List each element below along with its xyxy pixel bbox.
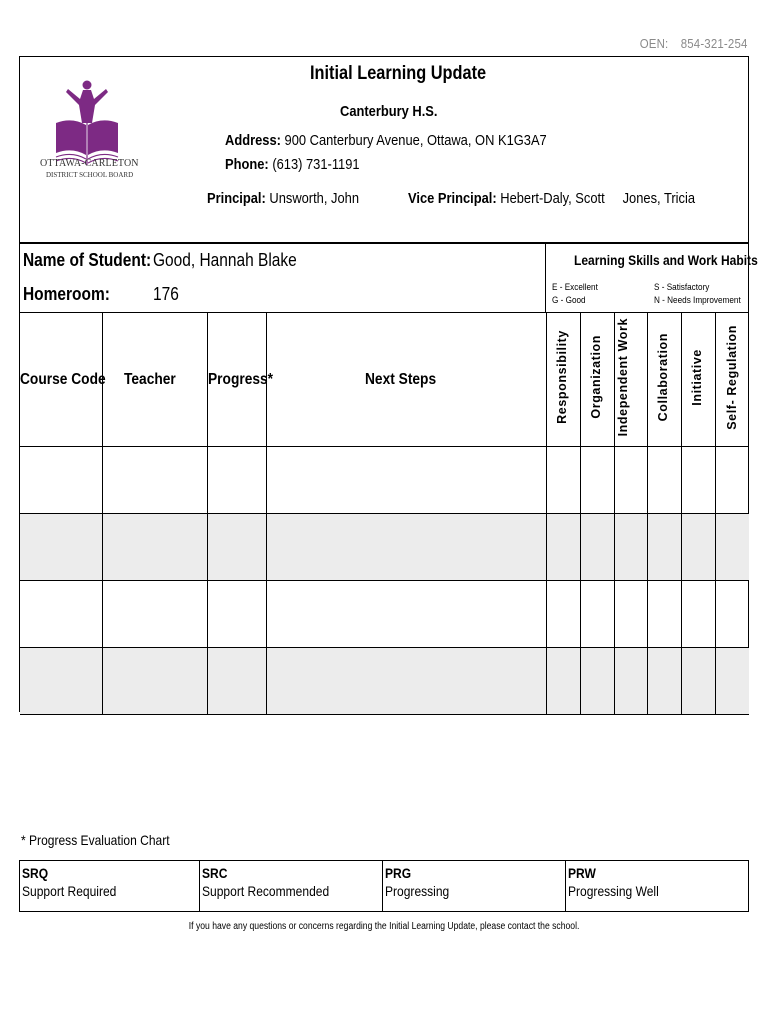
- col-initiative: Initiative: [681, 313, 715, 447]
- table-cell: [647, 514, 681, 581]
- col-course-code: Course Code: [20, 313, 102, 447]
- student-name-value: Good, Hannah Blake: [153, 250, 297, 270]
- col-organization: Organization: [580, 313, 614, 447]
- table-cell: [580, 648, 614, 715]
- oen-number: [640, 36, 748, 51]
- school-phone: [225, 156, 381, 173]
- table-cell: [580, 447, 614, 514]
- table-cell: [546, 648, 580, 715]
- school-header: [19, 56, 749, 243]
- grid-header-row: [20, 313, 749, 447]
- col-teacher: Teacher: [102, 313, 207, 447]
- address-value: 900 Canterbury Avenue, Ottawa, ON K1G3A7: [284, 132, 547, 149]
- table-cell: [715, 447, 749, 514]
- table-cell: [715, 514, 749, 581]
- table-cell: [207, 514, 266, 581]
- phone-label: Phone:: [225, 156, 269, 173]
- table-cell: [266, 648, 546, 715]
- progress-item-prg: [383, 861, 566, 911]
- col-next-steps: Next Steps: [266, 313, 546, 447]
- table-cell: [20, 514, 102, 581]
- table-cell: [681, 648, 715, 715]
- key-excellent: E - Excellent: [552, 282, 598, 293]
- principal: [207, 190, 384, 207]
- table-cell: [102, 648, 207, 715]
- table-cell: [207, 581, 266, 648]
- progress-item-prw: [566, 861, 748, 911]
- table-cell: [266, 581, 546, 648]
- vice-label: Vice Principal:: [408, 190, 497, 207]
- table-cell: [614, 514, 647, 581]
- progress-chart-label: * Progress Evaluation Chart: [21, 832, 170, 848]
- progress-evaluation-chart: [19, 860, 749, 912]
- col-self-regulation: Self- Regulation: [715, 313, 749, 447]
- oen-value: 854-321-254: [681, 36, 748, 51]
- key-good: G - Good: [552, 295, 586, 306]
- student-info: [20, 244, 545, 312]
- table-cell: [715, 648, 749, 715]
- table-cell: [207, 447, 266, 514]
- col-progress: Progress*: [207, 313, 266, 447]
- progress-code: PRG: [385, 865, 412, 881]
- table-cell: [20, 648, 102, 715]
- table-row: [20, 447, 749, 514]
- table-cell: [102, 514, 207, 581]
- table-row: [20, 514, 749, 581]
- logo-line1: OTTAWA-CARLETON: [40, 158, 139, 169]
- school-name: Canterbury H.S.: [340, 103, 438, 120]
- progress-desc: Progressing: [385, 883, 450, 899]
- progress-desc: Support Recommended: [202, 883, 330, 899]
- progress-item-src: [200, 861, 383, 911]
- progress-code: SRC: [202, 865, 228, 881]
- table-cell: [681, 514, 715, 581]
- table-cell: [580, 581, 614, 648]
- homeroom-label: Homeroom:: [23, 284, 110, 304]
- table-row: [20, 648, 749, 715]
- col-independent-work: Independent Work: [614, 313, 647, 447]
- table-cell: [546, 581, 580, 648]
- table-cell: [546, 514, 580, 581]
- table-cell: [647, 447, 681, 514]
- col-collaboration: Collaboration: [647, 313, 681, 447]
- school-address: [225, 132, 599, 149]
- table-cell: [715, 581, 749, 648]
- table-cell: [546, 447, 580, 514]
- table-cell: [614, 581, 647, 648]
- table-cell: [20, 447, 102, 514]
- table-cell: [102, 581, 207, 648]
- learning-skills-title: Learning Skills and Work Habits: [574, 252, 758, 268]
- progress-code: SRQ: [22, 865, 49, 881]
- progress-code: PRW: [568, 865, 596, 881]
- col-responsibility: Responsibility: [546, 313, 580, 447]
- vice-value: Hebert-Daly, Scott Jones, Tricia: [500, 190, 696, 207]
- key-needs-improvement: N - Needs Improvement: [654, 295, 741, 306]
- student-name-label: Name of Student:: [23, 250, 152, 270]
- table-cell: [681, 447, 715, 514]
- table-cell: [681, 581, 715, 648]
- footer-note: If you have any questions or concerns regarding the Initial Learning Update, please contact the school.: [188, 921, 580, 932]
- progress-desc: Progressing Well: [568, 883, 659, 899]
- table-cell: [647, 648, 681, 715]
- principal-value: Unsworth, John: [269, 190, 360, 207]
- table-cell: [614, 447, 647, 514]
- phone-value: (613) 731-1191: [272, 156, 360, 173]
- principal-label: Principal:: [207, 190, 266, 207]
- address-label: Address:: [225, 132, 281, 149]
- table-cell: [102, 447, 207, 514]
- logo-line2: DISTRICT SCHOOL BOARD: [46, 171, 134, 179]
- progress-item-srq: [20, 861, 200, 911]
- table-cell: [614, 648, 647, 715]
- key-satisfactory: S - Satisfactory: [654, 282, 710, 293]
- student-report-table: [19, 242, 758, 712]
- vice-principal: [408, 190, 742, 207]
- table-cell: [647, 581, 681, 648]
- progress-desc: Support Required: [22, 883, 117, 899]
- report-title: Initial Learning Update: [310, 63, 487, 84]
- course-grid: [20, 312, 749, 715]
- table-cell: [580, 514, 614, 581]
- learning-skills-legend: [545, 244, 758, 312]
- oen-label: OEN:: [640, 36, 669, 51]
- homeroom-value: 176: [153, 284, 179, 304]
- table-cell: [20, 581, 102, 648]
- table-cell: [207, 648, 266, 715]
- table-row: [20, 581, 749, 648]
- table-cell: [266, 447, 546, 514]
- table-cell: [266, 514, 546, 581]
